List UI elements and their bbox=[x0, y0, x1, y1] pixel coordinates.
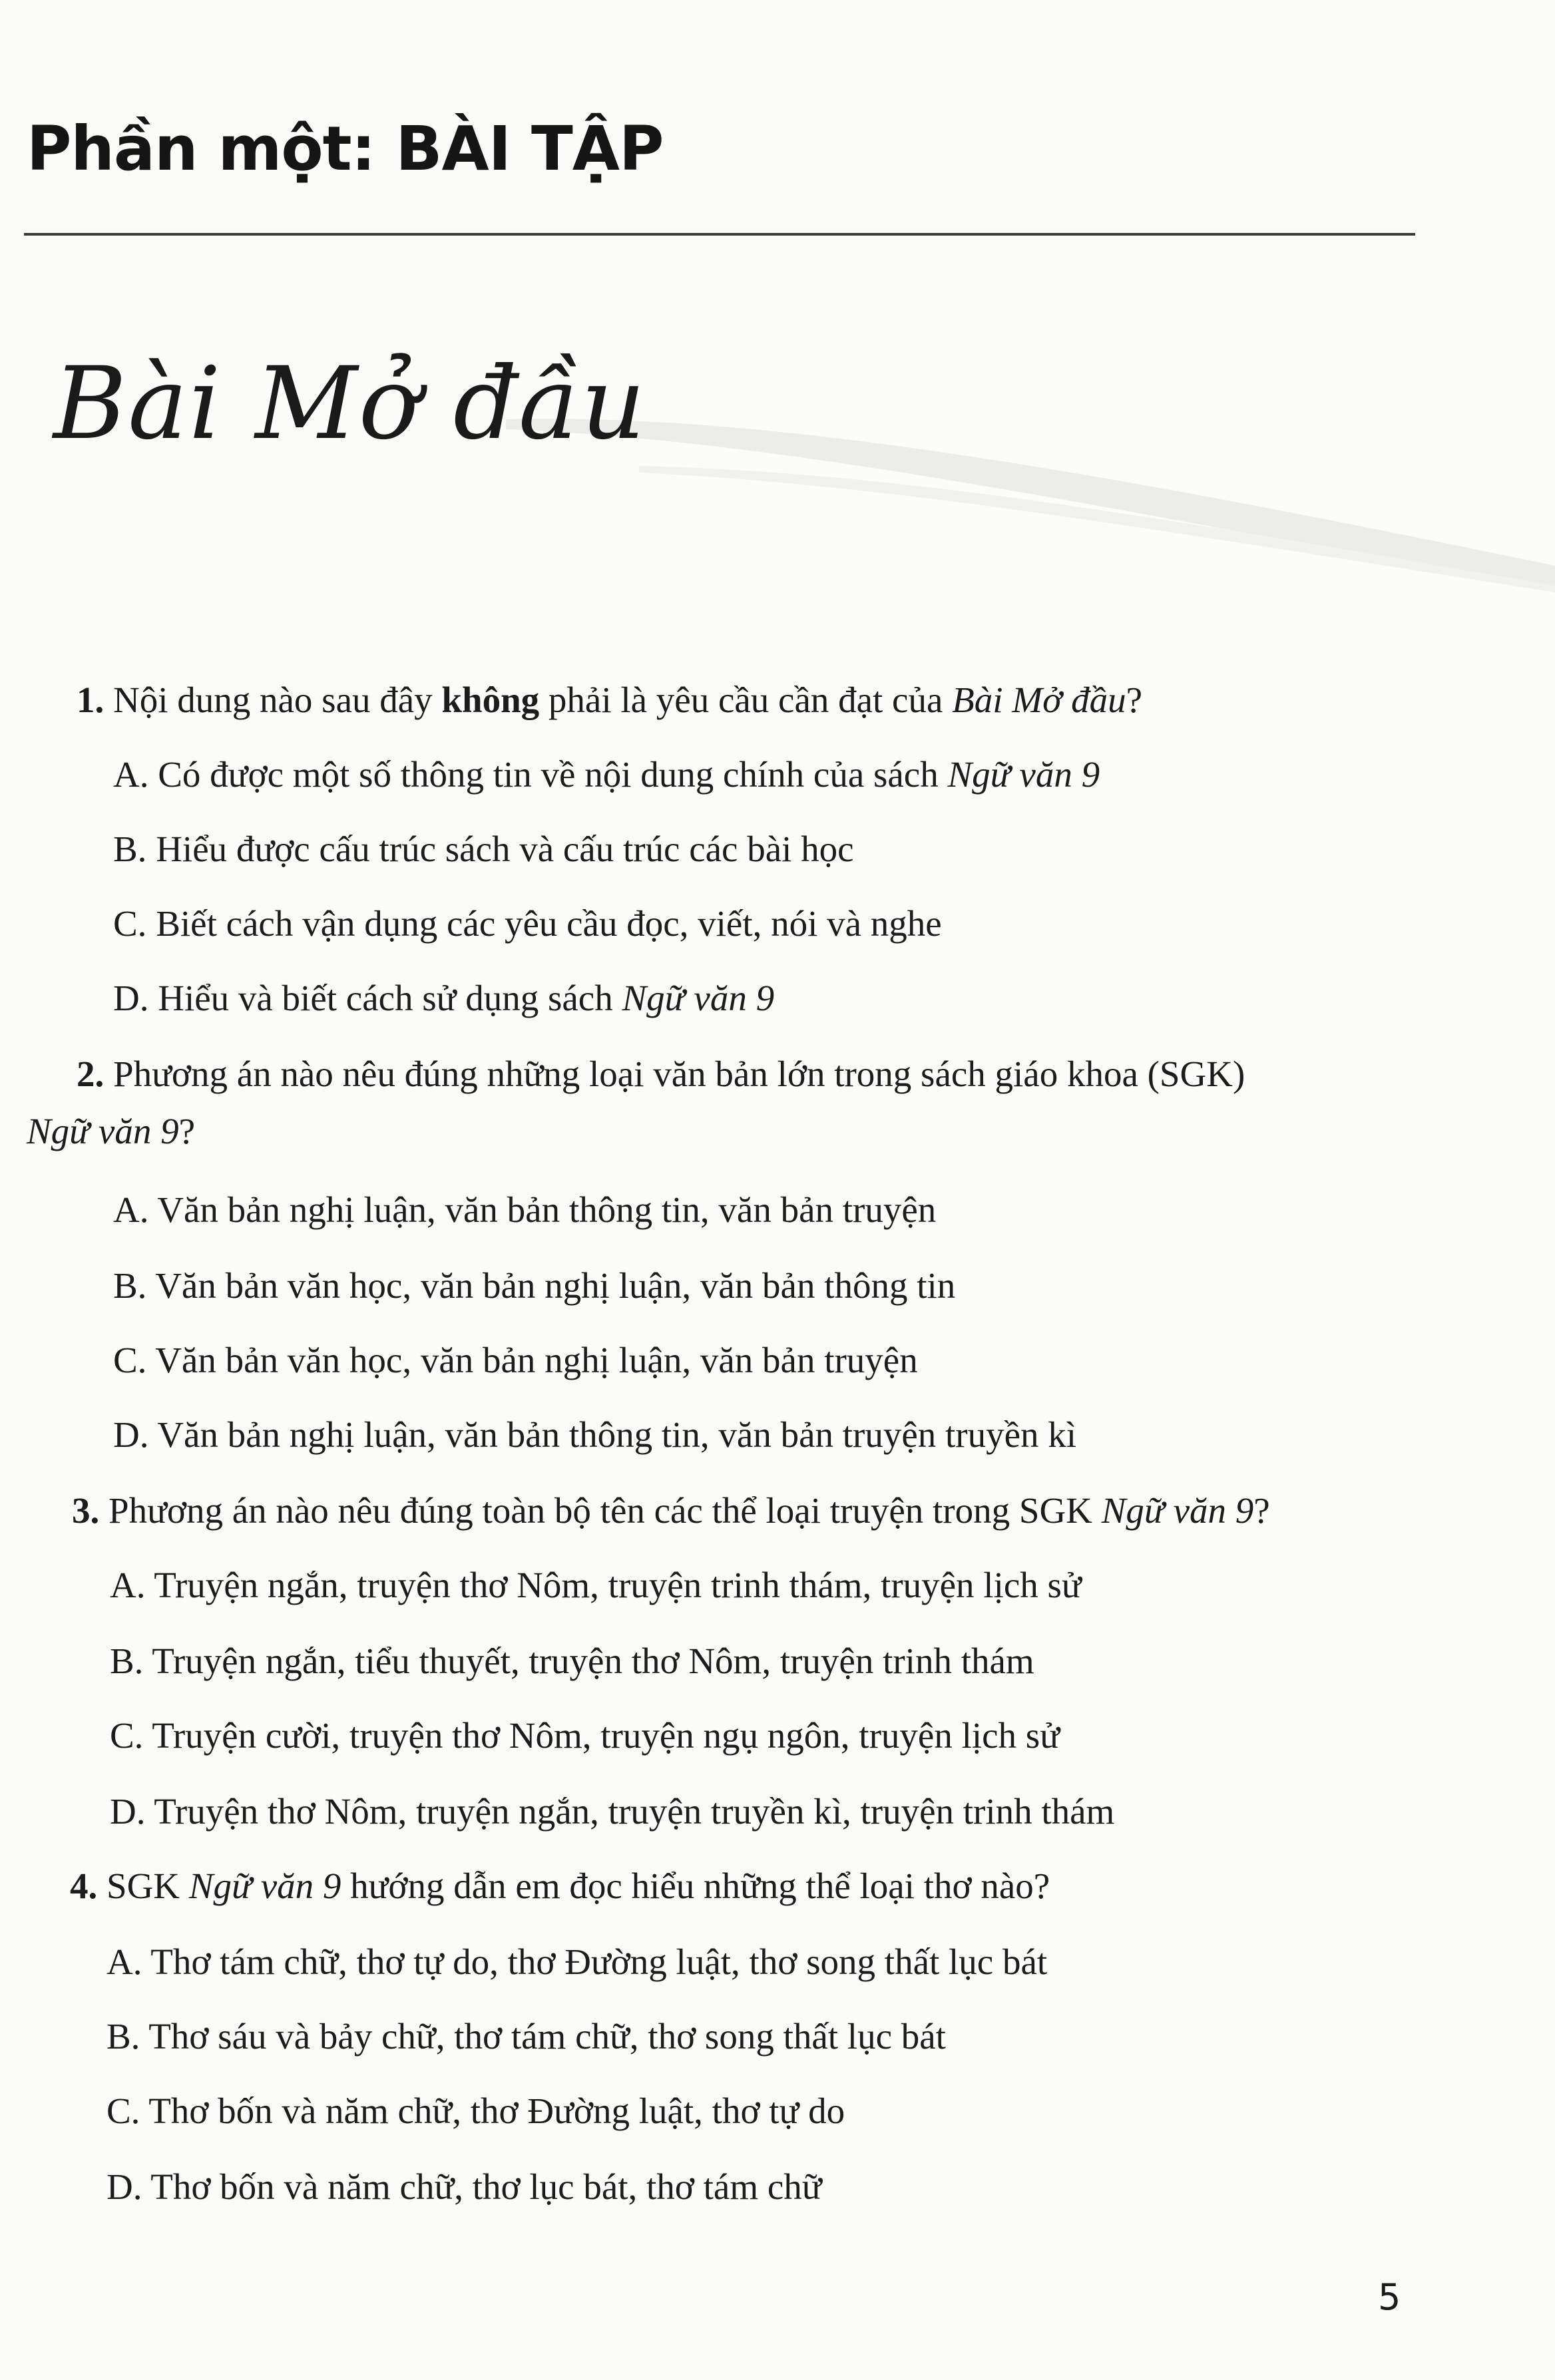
question-italic: Ngữ văn 9 bbox=[188, 1866, 341, 1906]
question-2-stem bbox=[77, 1053, 1245, 1095]
option-label: C. bbox=[110, 1715, 144, 1756]
question-3-option-d bbox=[110, 1790, 1114, 1833]
question-3-option-c bbox=[110, 1714, 1060, 1757]
question-1-option-a bbox=[113, 753, 1100, 796]
question-3-option-a bbox=[110, 1564, 1082, 1607]
question-2-option-a bbox=[113, 1189, 936, 1231]
question-text: phải là yêu cầu cần đạt của bbox=[548, 680, 943, 720]
option-text: Thơ sáu và bảy chữ, thơ tám chữ, thơ song thất lục bát bbox=[148, 2016, 946, 2057]
question-text: ? bbox=[1126, 680, 1143, 720]
question-text: ? bbox=[1253, 1490, 1270, 1531]
option-italic: Ngữ văn 9 bbox=[622, 978, 775, 1018]
question-emphasis: không bbox=[441, 680, 540, 720]
question-2-option-d bbox=[113, 1414, 1076, 1456]
option-text: Truyện ngắn, tiểu thuyết, truyện thơ Nôm, truyện trinh thám bbox=[152, 1641, 1034, 1681]
option-text: Truyện ngắn, truyện thơ Nôm, truyện trinh thám, truyện lịch sử bbox=[154, 1565, 1082, 1605]
question-text: Phương án nào nêu đúng những loại văn bản lớn trong sách giáo khoa (SGK) bbox=[113, 1054, 1245, 1094]
question-4-option-a bbox=[107, 1941, 1047, 1983]
question-text: ? bbox=[178, 1111, 196, 1151]
option-label: B. bbox=[113, 829, 147, 869]
option-label: A. bbox=[107, 1941, 142, 1982]
option-label: C. bbox=[113, 903, 147, 944]
question-2-stem-continued bbox=[27, 1110, 195, 1153]
question-italic: Ngữ văn 9 bbox=[27, 1111, 179, 1151]
question-1-stem bbox=[77, 679, 1142, 721]
option-label: D. bbox=[110, 1791, 146, 1832]
option-text: Truyện thơ Nôm, truyện ngắn, truyện truyền kì, truyện trinh thám bbox=[154, 1791, 1115, 1832]
question-text: SGK bbox=[107, 1866, 180, 1906]
option-label: A. bbox=[113, 754, 149, 795]
question-text: Nội dung nào sau đây bbox=[113, 680, 433, 720]
question-4-option-c bbox=[107, 2090, 845, 2132]
question-1-option-c bbox=[113, 902, 942, 945]
option-label: D. bbox=[113, 978, 149, 1018]
option-text: Hiểu được cấu trúc sách và cấu trúc các bài học bbox=[156, 829, 854, 869]
option-label: C. bbox=[113, 1340, 147, 1380]
question-italic: Bài Mở đầu bbox=[952, 680, 1126, 720]
option-label: B. bbox=[113, 1265, 147, 1306]
option-text: Văn bản văn học, văn bản nghị luận, văn bản truyện bbox=[155, 1340, 918, 1380]
option-label: D. bbox=[107, 2166, 142, 2207]
question-text: hướng dẫn em đọc hiểu những thể loại thơ nào? bbox=[350, 1866, 1050, 1906]
option-text: Có được một số thông tin về nội dung chính của sách bbox=[158, 754, 939, 795]
option-text: Thơ bốn và năm chữ, thơ lục bát, thơ tám chữ bbox=[150, 2166, 822, 2207]
option-label: B. bbox=[110, 1641, 144, 1681]
question-3-stem bbox=[72, 1489, 1270, 1532]
option-text: Văn bản nghị luận, văn bản thông tin, văn bản truyện truyền kì bbox=[157, 1414, 1077, 1455]
question-1-option-d bbox=[113, 977, 774, 1020]
question-number: 4. bbox=[70, 1866, 98, 1906]
option-text: Biết cách vận dụng các yêu cầu đọc, viết, nói và nghe bbox=[156, 903, 942, 944]
option-italic: Ngữ văn 9 bbox=[947, 754, 1100, 795]
option-text: Hiểu và biết cách sử dụng sách bbox=[158, 978, 613, 1018]
part-title: Phần một: BÀI TẬP bbox=[27, 113, 664, 184]
title-divider bbox=[24, 233, 1415, 236]
option-label: C. bbox=[107, 2090, 140, 2131]
question-2-option-c bbox=[113, 1339, 918, 1382]
option-label: A. bbox=[113, 1189, 149, 1230]
question-italic: Ngữ văn 9 bbox=[1101, 1490, 1254, 1531]
question-3-option-b bbox=[110, 1640, 1034, 1683]
option-label: B. bbox=[107, 2016, 140, 2057]
question-4-option-b bbox=[107, 2015, 946, 2058]
question-4-stem bbox=[70, 1865, 1050, 1907]
question-4-option-d bbox=[107, 2166, 822, 2208]
option-text: Thơ tám chữ, thơ tự do, thơ Đường luật, thơ song thất lục bát bbox=[150, 1941, 1048, 1982]
option-label: D. bbox=[113, 1414, 149, 1455]
option-text: Truyện cười, truyện thơ Nôm, truyện ngụ ngôn, truyện lịch sử bbox=[152, 1715, 1060, 1756]
question-1-option-b bbox=[113, 828, 854, 871]
question-2-option-b bbox=[113, 1265, 955, 1307]
question-number: 1. bbox=[77, 680, 105, 720]
question-number: 3. bbox=[72, 1490, 100, 1531]
option-text: Thơ bốn và năm chữ, thơ Đường luật, thơ tự do bbox=[148, 2090, 845, 2131]
option-text: Văn bản nghị luận, văn bản thông tin, văn bản truyện bbox=[157, 1189, 937, 1230]
decorative-swoosh bbox=[506, 393, 1555, 592]
option-text: Văn bản văn học, văn bản nghị luận, văn bản thông tin bbox=[155, 1265, 956, 1306]
page-number: 5 bbox=[1378, 2276, 1401, 2318]
question-number: 2. bbox=[77, 1054, 105, 1094]
option-label: A. bbox=[110, 1565, 146, 1605]
lesson-title: Bài Mở đầu bbox=[53, 346, 647, 462]
question-text: Phương án nào nêu đúng toàn bộ tên các thể loại truyện trong SGK bbox=[109, 1490, 1092, 1531]
